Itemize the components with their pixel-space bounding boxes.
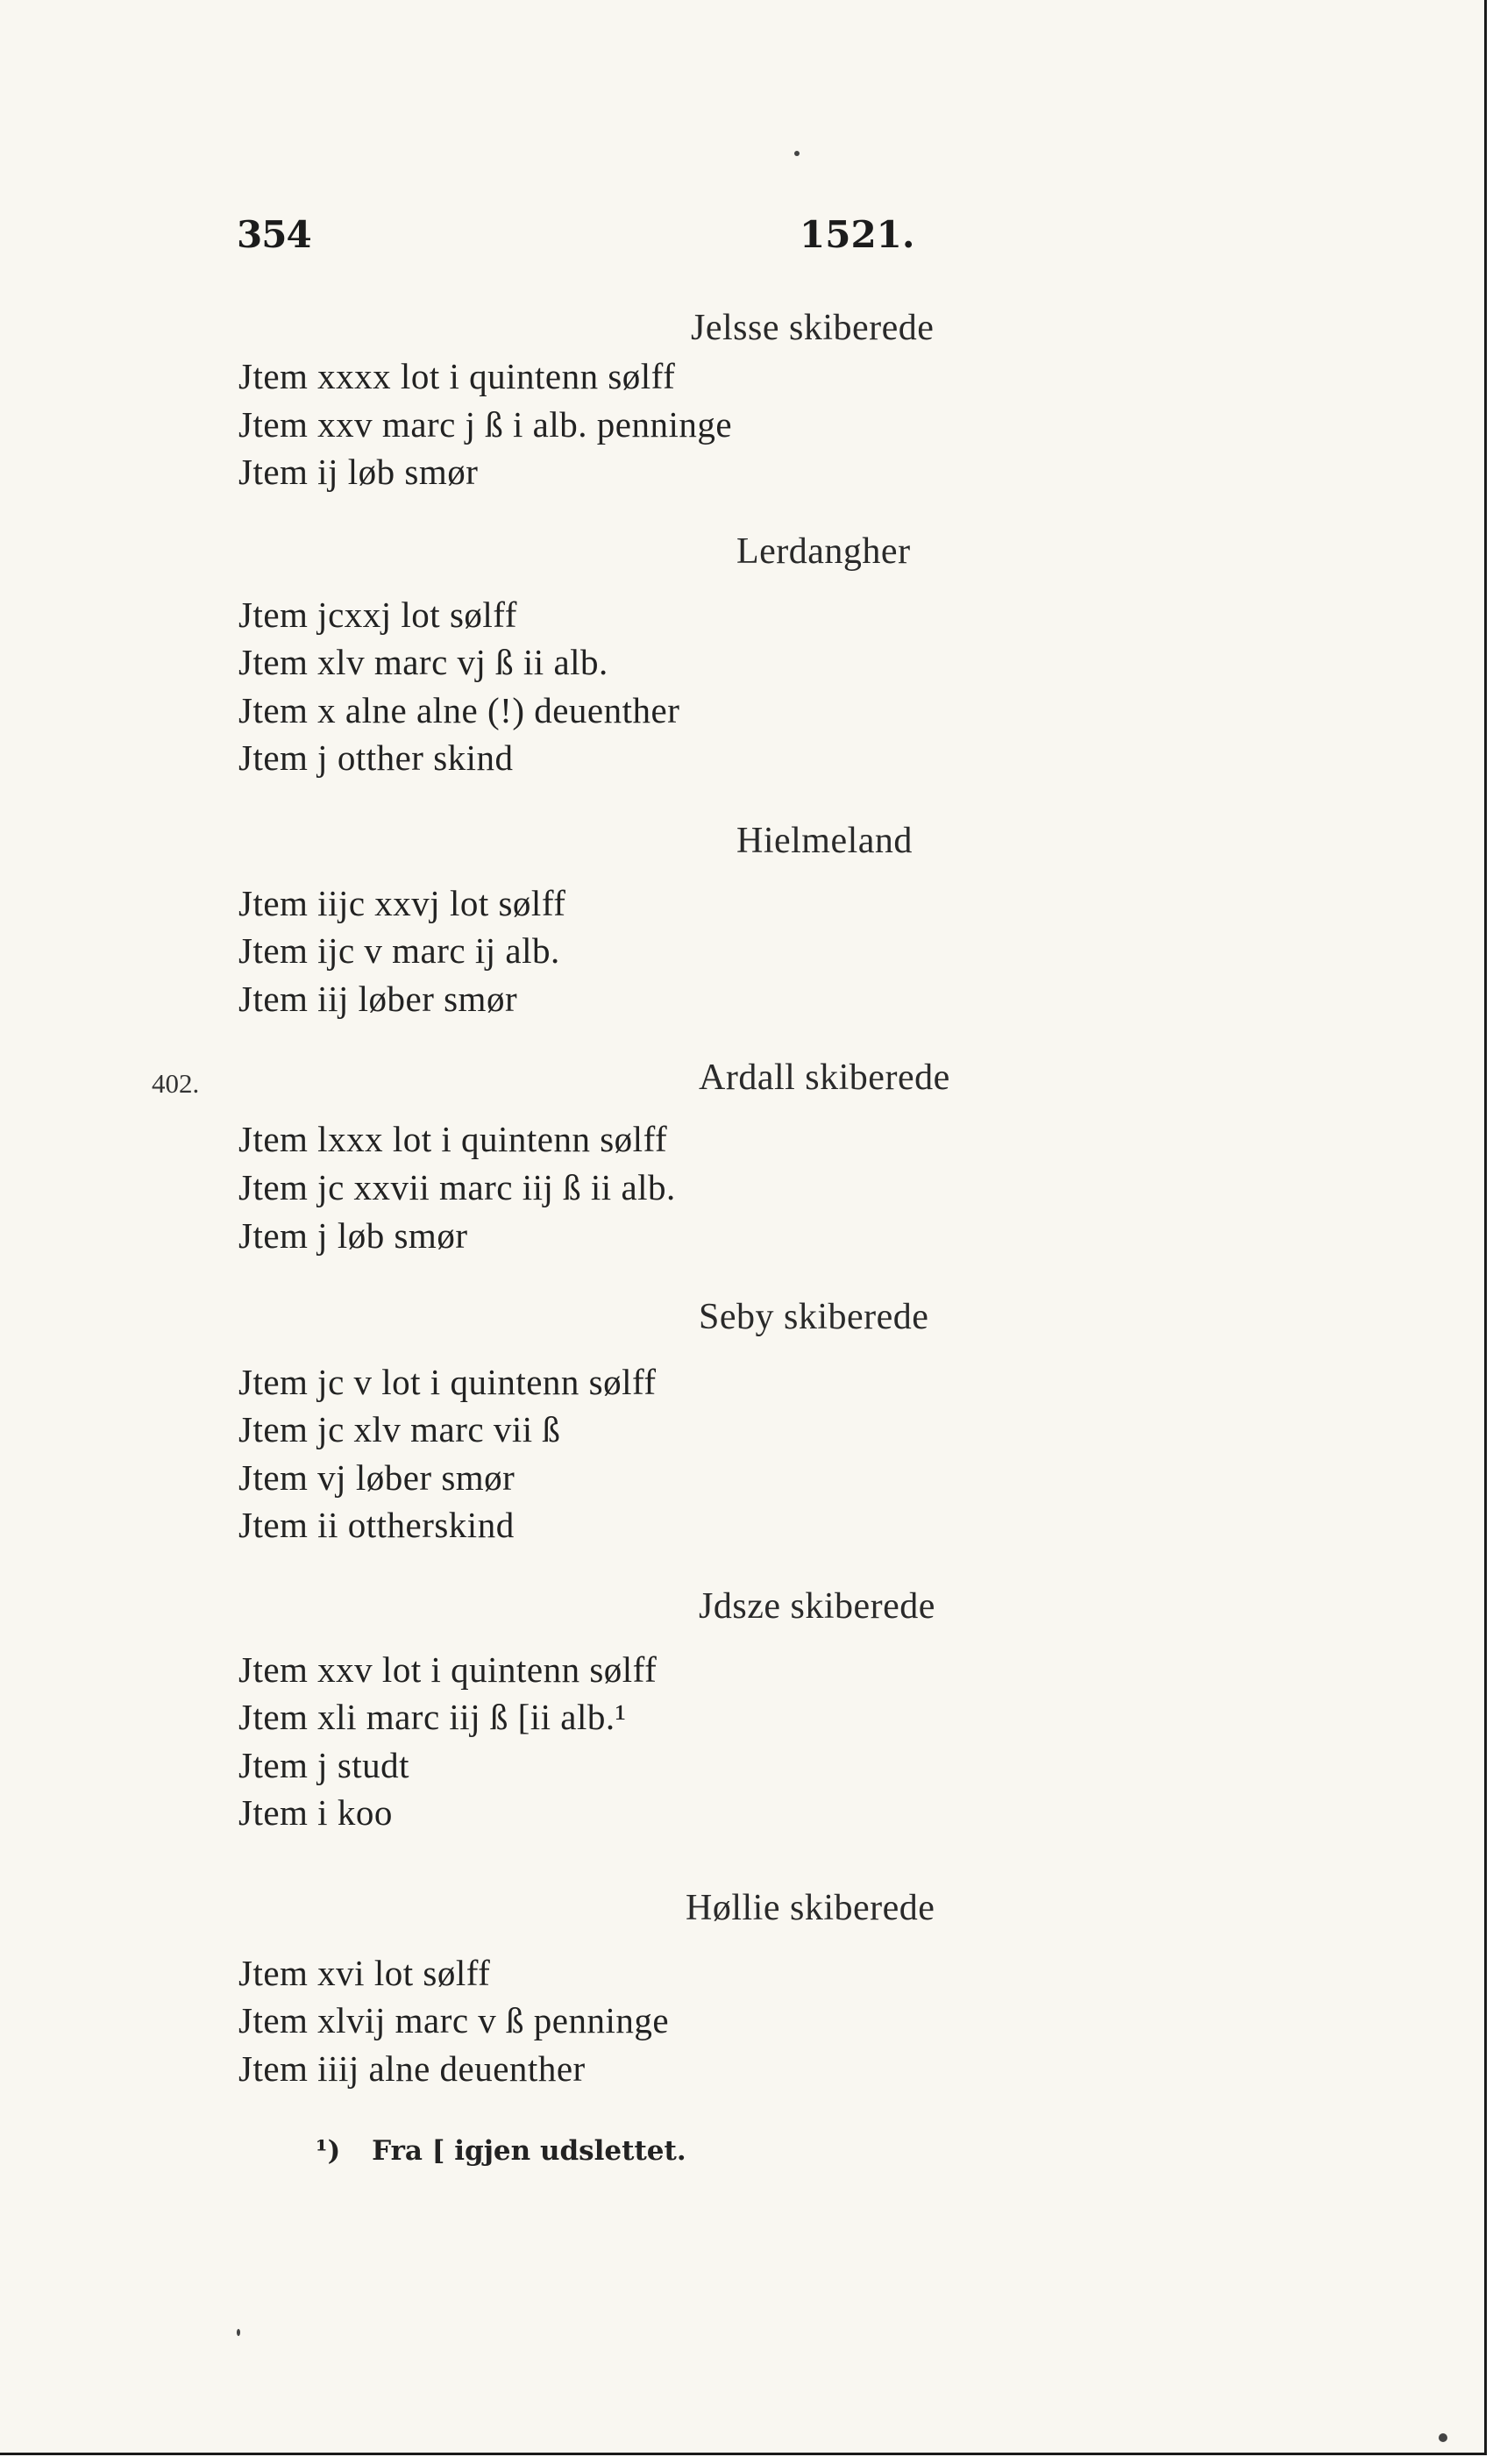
section-heading: Lerdangher bbox=[736, 531, 911, 572]
entry-line: Jtem vj løber smør bbox=[238, 1457, 515, 1498]
entry-line: Jtem xvi lot sølff bbox=[238, 1953, 491, 1993]
section-heading: Høllie skiberede bbox=[686, 1888, 935, 1928]
section-heading: Seby skiberede bbox=[699, 1297, 929, 1337]
entry-line: Jtem xlvij marc v ß penninge bbox=[238, 2000, 670, 2040]
entry-line: Jtem jc v lot i quintenn sølff bbox=[238, 1362, 657, 1402]
footnote-mark: ¹) bbox=[316, 2135, 341, 2167]
footnote-text: Fra [ igjen udslettet. bbox=[372, 2135, 686, 2167]
entry-line: Jtem xlv marc vj ß ii alb. bbox=[238, 642, 608, 682]
margin-note: 402. bbox=[152, 1068, 200, 1099]
entry-line: Jtem iijc xxvj lot sølff bbox=[238, 883, 566, 923]
entry-line: Jtem jcxxj lot sølff bbox=[238, 595, 517, 635]
scan-speck bbox=[794, 151, 800, 156]
page-number: 354 bbox=[237, 213, 311, 256]
section-heading: Jelsse skiberede bbox=[691, 308, 935, 348]
section-heading: Jdsze skiberede bbox=[699, 1586, 935, 1627]
entry-line: Jtem xxv lot i quintenn sølff bbox=[238, 1649, 658, 1690]
entry-line: Jtem ii ottherskind bbox=[238, 1505, 515, 1545]
entry-line: Jtem j løb smør bbox=[238, 1215, 468, 1256]
entry-line: Jtem xxv marc j ß i alb. penninge bbox=[238, 404, 733, 445]
section-heading: Ardall skiberede bbox=[699, 1058, 950, 1098]
page-year: 1521. bbox=[800, 213, 915, 256]
footnote bbox=[316, 2135, 686, 2167]
page-header bbox=[0, 213, 1484, 266]
entry-line: Jtem ijc v marc ij alb. bbox=[238, 930, 560, 971]
entry-line: Jtem xxxx lot i quintenn sølff bbox=[238, 356, 676, 396]
entry-line: Jtem i koo bbox=[238, 1792, 393, 1833]
entry-line: Jtem j studt bbox=[238, 1745, 410, 1785]
scan-speck bbox=[1439, 2433, 1447, 2442]
entry-line: Jtem lxxx lot i quintenn sølff bbox=[238, 1119, 668, 1159]
entry-line: Jtem jc xxvii marc iij ß ii alb. bbox=[238, 1167, 676, 1207]
entry-line: Jtem iij løber smør bbox=[238, 979, 518, 1019]
entry-line: Jtem xli marc iij ß [ii alb.¹ bbox=[238, 1697, 627, 1737]
scan-speck bbox=[237, 2329, 240, 2336]
entry-line: Jtem ij løb smør bbox=[238, 452, 479, 492]
entry-line: Jtem x alne alne (!) deuenther bbox=[238, 690, 680, 730]
entry-line: Jtem iiij alne deuenther bbox=[238, 2048, 586, 2089]
entry-line: Jtem j otther skind bbox=[238, 737, 514, 778]
entry-line: Jtem jc xlv marc vii ß bbox=[238, 1409, 561, 1449]
section-heading: Hielmeland bbox=[736, 821, 913, 861]
